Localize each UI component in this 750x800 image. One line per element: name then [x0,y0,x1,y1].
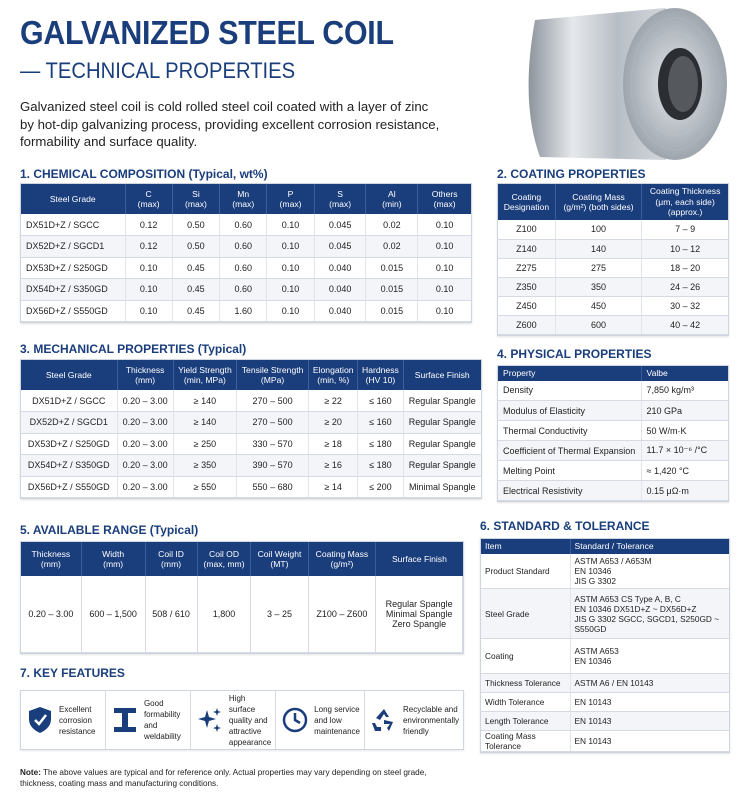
coating-table [497,183,729,336]
mechanical-cell: ≥ 140 [173,412,236,434]
table-row [481,674,729,693]
chemical-cell: 0.015 [366,257,418,279]
chemical-cell: 0.45 [172,279,219,301]
chemical-header-row [21,184,471,214]
feature-item [365,691,463,749]
table-row [498,441,728,461]
chemical-cell: 0.10 [267,257,314,279]
table-row [481,712,729,731]
mechanical-cell: 0.20 – 3.00 [117,433,173,455]
table-row [21,412,481,434]
mechanical-col-header: Hardness (HV 10) [358,360,403,390]
table-row [21,455,481,477]
feature-label: Excellent corrosion resistance [59,704,96,736]
clock-icon [280,705,310,735]
chemical-cell: 1.60 [220,300,267,322]
physical-cell: 11.7 × 10⁻⁶ /°C [641,441,728,461]
feature-label: Recyclable and environmentally friendly [402,704,460,736]
mechanical-cell: ≥ 140 [173,390,236,412]
standard-cell: Product Standard [481,554,570,589]
table-row [498,239,728,258]
chemical-cell: 0.10 [125,279,172,301]
physical-cell: 7,850 kg/m³ [641,381,728,401]
mechanical-table [20,359,482,499]
chemical-cell: 0.10 [267,300,314,322]
mechanical-cell: DX53D+Z / S250GD [21,433,117,455]
range-cell: 508 / 610 [145,576,197,652]
mechanical-cell: Regular Spangle [403,455,481,477]
intro-paragraph: Galvanized steel coil is cold rolled steel coil coated with a layer of zinc by hot-dip galvanizing process, providing excellent corrosion resistance, formability and surface quality. [20,99,440,149]
feature-item [191,691,276,749]
table-row [498,296,728,315]
chemical-cell: 0.015 [366,300,418,322]
chemical-cell: 0.60 [220,236,267,258]
chemical-cell: 0.60 [220,279,267,301]
coating-cell: 450 [555,296,641,315]
physical-cell: Electrical Resistivity [498,481,641,501]
section-title-standard: 6. STANDARD & TOLERANCE [480,519,650,533]
range-col-header: Width (mm) [81,542,145,576]
table-row [498,401,728,421]
steel-coil-image [515,2,745,162]
chemical-cell: 0.02 [366,214,418,236]
table-row [498,258,728,277]
range-col-header: Coil ID (mm) [145,542,197,576]
chemical-cell: 0.10 [125,300,172,322]
chemical-cell: 0.10 [418,279,471,301]
section-title-physical: 4. PHYSICAL PROPERTIES [497,347,652,361]
mechanical-col-header: Elongation (min, %) [309,360,358,390]
chemical-cell: 0.12 [125,214,172,236]
chemical-cell: 0.10 [418,300,471,322]
standard-cell: ASTM A653 EN 10346 [570,639,729,674]
mechanical-col-header: Surface Finish [403,360,481,390]
standard-cell: EN 10143 [570,712,729,731]
section-title-features: 7. KEY FEATURES [20,666,125,680]
coating-cell: Z450 [498,296,555,315]
chemical-cell: 0.040 [314,279,366,301]
table-row [498,461,728,481]
coating-cell: 40 – 42 [642,315,728,334]
chemical-cell: 0.12 [125,236,172,258]
note-text: The above values are typical and for reference only. Actual properties may vary depending on steel grade, thickness, coating mass and manufacturing conditions. [20,768,427,788]
table-row [21,214,471,236]
mechanical-cell: DX51D+Z / SGCC [21,390,117,412]
chemical-cell: 0.045 [314,236,366,258]
standard-col-header: Standard / Tolerance [570,539,729,554]
range-table [20,541,464,654]
mechanical-cell: Regular Spangle [403,390,481,412]
chemical-cell: 0.10 [267,236,314,258]
coating-col-header: Coating Designation [498,184,555,220]
section-title-range: 5. AVAILABLE RANGE (Typical) [20,523,199,537]
table-row [498,315,728,334]
coating-cell: 10 – 12 [642,239,728,258]
mechanical-cell: 390 – 570 [237,455,309,477]
table-row [21,476,481,498]
chemical-cell: 0.45 [172,257,219,279]
range-cell: 0.20 – 3.00 [21,576,81,652]
chemical-col-header: S (max) [314,184,366,214]
mechanical-cell: ≥ 250 [173,433,236,455]
mechanical-col-header: Tensile Strength (MPa) [237,360,309,390]
chemical-cell: 0.10 [125,257,172,279]
table-row [21,433,481,455]
steel-beam-icon [110,705,140,735]
mechanical-col-header: Thickness (mm) [117,360,173,390]
table-row [21,279,471,301]
chemical-cell: DX52D+Z / SGCD1 [21,236,125,258]
standard-cell: Thickness Tolerance [481,674,570,693]
mechanical-cell: Regular Spangle [403,412,481,434]
mechanical-cell: ≥ 18 [309,433,358,455]
range-cell: Z100 – Z600 [308,576,376,652]
table-row [21,576,463,652]
table-row [481,693,729,712]
range-col-header: Thickness (mm) [21,542,81,576]
recycle-icon [369,705,399,735]
table-row [481,639,729,674]
standard-table [480,538,730,753]
standard-cell: ASTM A6 / EN 10143 [570,674,729,693]
physical-cell: 0.15 μΩ·m [641,481,728,501]
table-row [21,257,471,279]
mechanical-cell: ≤ 200 [358,476,403,498]
mechanical-cell: 0.20 – 3.00 [117,476,173,498]
shield-icon [25,705,55,735]
physical-cell: Coefficient of Thermal Expansion [498,441,641,461]
table-row [498,220,728,239]
range-col-header: Coil Weight (MT) [251,542,308,576]
chemical-cell: 0.040 [314,257,366,279]
table-row [498,381,728,401]
mechanical-header-row [21,360,481,390]
table-row [21,300,471,322]
feature-item [276,691,365,749]
standard-col-header: Item [481,539,570,554]
mechanical-col-header: Yield Strength (min, MPa) [173,360,236,390]
mechanical-cell: ≥ 14 [309,476,358,498]
chemical-cell: 0.045 [314,214,366,236]
physical-cell: 50 W/m·K [641,421,728,441]
mechanical-cell: 0.20 – 3.00 [117,455,173,477]
features-strip [20,690,464,750]
standard-cell: Length Tolerance [481,712,570,731]
standard-cell: Coating [481,639,570,674]
chemical-col-header: Si (max) [172,184,219,214]
coating-header-row [498,184,728,220]
physical-header-row [498,366,728,381]
table-row [481,731,729,752]
table-row [481,589,729,639]
range-cell: 3 – 25 [251,576,308,652]
standard-cell: EN 10143 [570,731,729,752]
section-title-coating: 2. COATING PROPERTIES [497,167,646,181]
coating-cell: 350 [555,277,641,296]
coating-cell: 275 [555,258,641,277]
physical-cell: Melting Point [498,461,641,481]
table-row [481,554,729,589]
standard-cell: Width Tolerance [481,693,570,712]
chemical-col-header: P (max) [267,184,314,214]
mechanical-cell: DX56D+Z / S550GD [21,476,117,498]
mechanical-cell: ≤ 180 [358,455,403,477]
coating-cell: 7 – 9 [642,220,728,239]
coating-cell: Z600 [498,315,555,334]
standard-cell: Coating Mass Tolerance [481,731,570,752]
chemical-cell: 0.45 [172,300,219,322]
coating-cell: Z275 [498,258,555,277]
standard-cell: ASTM A653 CS Type A, B, C EN 10346 DX51D+Z ~ DX56D+Z JIS G 3302 SGCC, SGCD1, S250GD ~ S550GD [570,589,729,639]
mechanical-cell: 330 – 570 [237,433,309,455]
chemical-cell: DX56D+Z / S550GD [21,300,125,322]
mechanical-cell: DX52D+Z / SGCD1 [21,412,117,434]
section-title-chemical: 1. CHEMICAL COMPOSITION (Typical, wt%) [20,167,268,181]
chemical-cell: DX54D+Z / S350GD [21,279,125,301]
range-col-header: Coil OD (max, mm) [197,542,251,576]
coating-cell: 600 [555,315,641,334]
chemical-cell: DX51D+Z / SGCC [21,214,125,236]
page-title: GALVANIZED STEEL COIL [20,14,394,51]
mechanical-cell: ≥ 550 [173,476,236,498]
chemical-table [20,183,472,323]
mechanical-cell: ≥ 22 [309,390,358,412]
mechanical-cell: ≤ 180 [358,433,403,455]
sparkle-icon [195,705,225,735]
chemical-cell: 0.60 [220,214,267,236]
coating-cell: 100 [555,220,641,239]
mechanical-cell: 270 – 500 [237,412,309,434]
coating-cell: Z350 [498,277,555,296]
mechanical-cell: 0.20 – 3.00 [117,412,173,434]
coating-cell: Z100 [498,220,555,239]
feature-item [21,691,106,749]
mechanical-col-header: Steel Grade [21,360,117,390]
feature-label: Good formability and weldability [143,699,181,741]
chemical-col-header: Others (max) [418,184,471,214]
coating-col-header: Coating Mass (g/m²) (both sides) [555,184,641,220]
coating-cell: 24 – 26 [642,277,728,296]
mechanical-cell: Regular Spangle [403,433,481,455]
physical-cell: ≈ 1,420 °C [641,461,728,481]
physical-cell: Density [498,381,641,401]
page-subtitle: — TECHNICAL PROPERTIES [20,58,296,83]
standard-cell: Steel Grade [481,589,570,639]
feature-item [106,691,191,749]
mechanical-cell: ≤ 160 [358,412,403,434]
mechanical-cell: 550 – 680 [237,476,309,498]
feature-label: High surface quality and attractive appearance [228,693,272,747]
coating-cell: 140 [555,239,641,258]
mechanical-cell: ≥ 16 [309,455,358,477]
coating-cell: 30 – 32 [642,296,728,315]
chemical-col-header: Steel Grade [21,184,125,214]
table-row [21,236,471,258]
physical-table [497,365,729,502]
coating-col-header: Coating Thickness (μm, each side) (approx.) [642,184,728,220]
table-row [498,421,728,441]
chemical-cell: 0.040 [314,300,366,322]
chemical-cell: 0.60 [220,257,267,279]
physical-col-header: Valbe [641,366,728,381]
range-col-header: Coating Mass (g/m²) [308,542,376,576]
range-cell: 600 – 1,500 [81,576,145,652]
feature-label: Long service and low maintenance [314,704,360,736]
range-cell: Regular Spangle Minimal Spangle Zero Spangle [376,576,463,652]
mechanical-cell: ≥ 350 [173,455,236,477]
coating-cell: 18 – 20 [642,258,728,277]
chemical-cell: 0.10 [418,236,471,258]
mechanical-cell: 270 – 500 [237,390,309,412]
chemical-col-header: Al (min) [366,184,418,214]
table-row [498,481,728,501]
chemical-col-header: C (max) [125,184,172,214]
range-header-row [21,542,463,576]
standard-cell: EN 10143 [570,693,729,712]
physical-cell: 210 GPa [641,401,728,421]
table-row [21,390,481,412]
chemical-cell: 0.10 [418,257,471,279]
table-row [498,277,728,296]
standard-cell: ASTM A653 / A653M EN 10346 JIS G 3302 [570,554,729,589]
coating-cell: Z140 [498,239,555,258]
physical-col-header: Property [498,366,641,381]
chemical-cell: 0.10 [418,214,471,236]
mechanical-cell: DX54D+Z / S350GD [21,455,117,477]
section-title-mechanical: 3. MECHANICAL PROPERTIES (Typical) [20,342,247,356]
mechanical-cell: Minimal Spangle [403,476,481,498]
mechanical-cell: 0.20 – 3.00 [117,390,173,412]
chemical-cell: 0.10 [267,279,314,301]
physical-cell: Thermal Conductivity [498,421,641,441]
chemical-cell: 0.10 [267,214,314,236]
chemical-cell: DX53D+Z / S250GD [21,257,125,279]
footnote [20,767,440,789]
standard-header-row [481,539,729,554]
note-label: Note: [20,768,41,777]
range-cell: 1,800 [197,576,251,652]
chemical-col-header: Mn (max) [220,184,267,214]
chemical-cell: 0.50 [172,214,219,236]
mechanical-cell: ≥ 20 [309,412,358,434]
range-col-header: Surface Finish [376,542,463,576]
chemical-cell: 0.50 [172,236,219,258]
chemical-cell: 0.02 [366,236,418,258]
physical-cell: Modulus of Elasticity [498,401,641,421]
mechanical-cell: ≤ 160 [358,390,403,412]
chemical-cell: 0.015 [366,279,418,301]
